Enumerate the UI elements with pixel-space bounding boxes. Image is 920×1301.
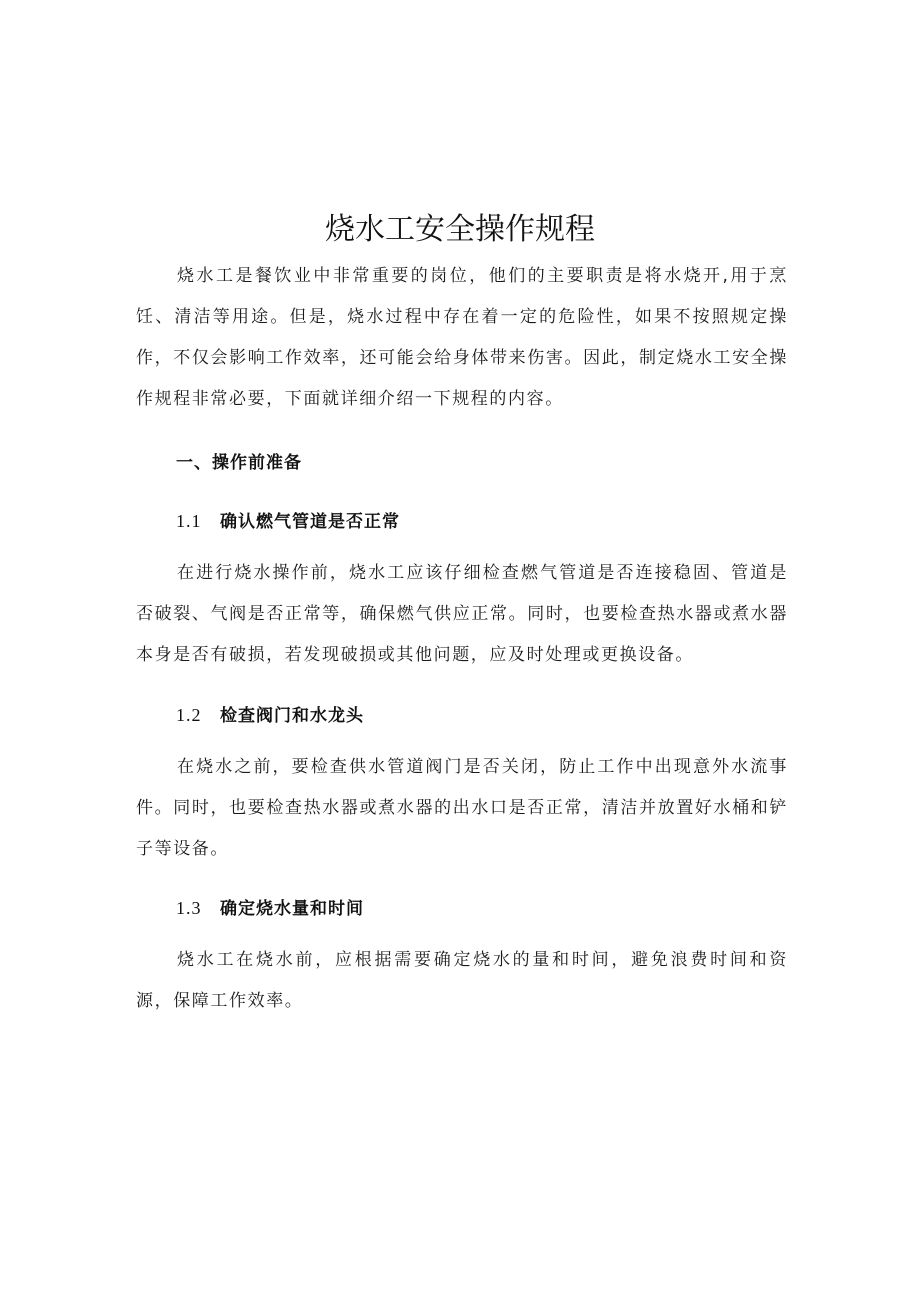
section-heading-1: [176, 448, 302, 478]
subsection-heading-1-3: [176, 893, 364, 924]
subsection-heading-1-2: [176, 700, 364, 731]
intro-paragraph: 烧水工是餐饮业中非常重要的岗位，他们的主要职责是将水烧开,用于烹饪、清洁等用途。但是，烧水过程中存在着一定的危险性，如果不按照规定操作，不仅会影响工作效率，还可能会给身体带来伤害。因此，制定烧水工安全操作规程非常必要，下面就详细介绍一下规程的内容。: [136, 266, 788, 409]
subsection-heading-1-1: [176, 506, 400, 537]
subsection-number: 1.2: [176, 705, 202, 725]
subsection-1-3-paragraph: 烧水工在烧水前，应根据需要确定烧水的量和时间，避免浪费时间和资源，保障工作效率。: [136, 950, 788, 1011]
subsection-heading-text: 检查阀门和水龙头: [220, 706, 364, 726]
subsection-number: 1.1: [176, 511, 202, 531]
subsection-heading-text: 确认燃气管道是否正常: [220, 512, 400, 532]
page-title: 烧水工安全操作规程: [325, 212, 595, 247]
subsection-heading-text: 确定烧水量和时间: [220, 899, 364, 919]
section-heading-1-text: 一、操作前准备: [176, 453, 302, 473]
subsection-1-1-paragraph: 在进行烧水操作前，烧水工应该仔细检查燃气管道是否连接稳固、管道是否破裂、气阀是否正常等，确保燃气供应正常。同时，也要检查热水器或煮水器本身是否有破损，若发现破损或其他问题，应及时处理或更换设备。: [136, 563, 788, 665]
subsection-number: 1.3: [176, 898, 202, 918]
subsection-1-2-paragraph: 在烧水之前，要检查供水管道阀门是否关闭，防止工作中出现意外水流事件。同时，也要检查热水器或煮水器的出水口是否正常，清洁并放置好水桶和铲子等设备。: [136, 757, 788, 859]
